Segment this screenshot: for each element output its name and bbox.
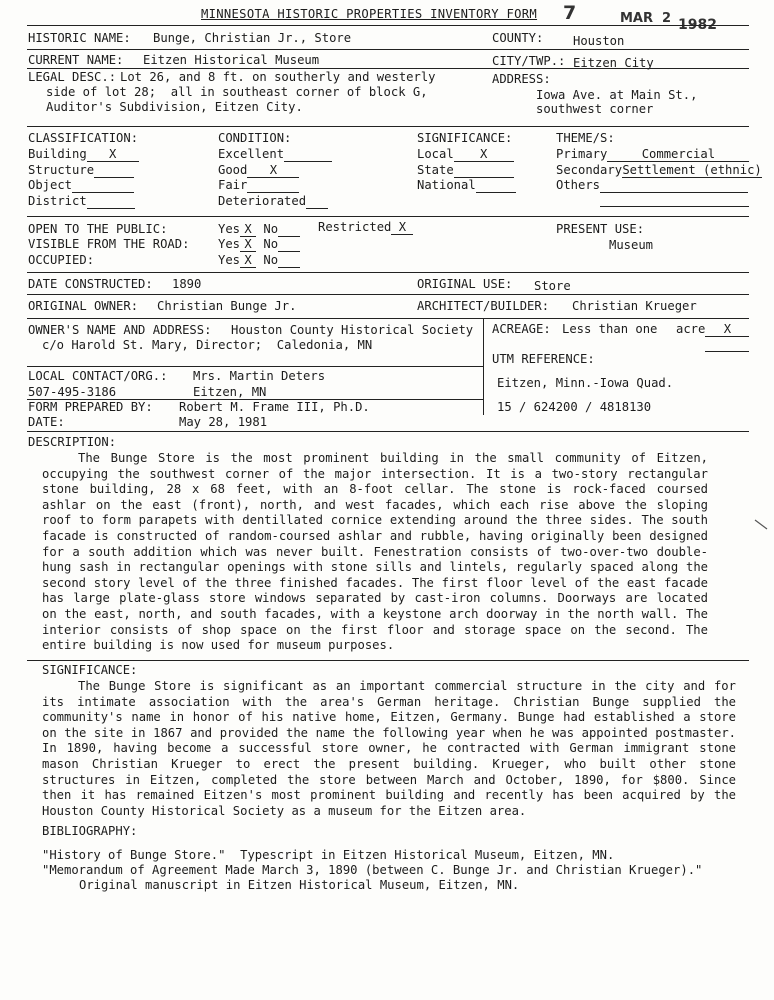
classification-building: Building X	[28, 147, 139, 162]
present-use-label: PRESENT USE:	[556, 222, 645, 236]
occupied-answer: Yes X No	[218, 253, 300, 268]
bibliography-entry-2-cont: Original manuscript in Eitzen Historical Museum, Eitzen, MN.	[79, 878, 520, 892]
stamp-number: 7	[563, 2, 577, 24]
theme-others: Others	[556, 178, 748, 193]
significance-text: The Bunge Store is significant as an important commercial structure in the city and for its intimate association with the area's German heritage. Christian Bunge supplied the community's name in honor of his native home, Eitzen, Germany. Bunge had established a store on the site in 1867 and provided the name the following year when he was appointed postmaster. In 1890, having become a successful store owner, he contracted with German immigrant stone mason Christian Krueger to erect the present building. Krueger, who built other stone structures in Eitzen, completed the store between March and October, 1890, for $800. Since then it has remained Eitzen's most prominent building and recently has been acquired by the Houston County Historical Society as a museum for the Eitzen area.	[42, 679, 736, 818]
city-value: Eitzen City	[573, 56, 654, 70]
acreage-label: ACREAGE:	[492, 322, 551, 336]
condition-good: Good X	[218, 163, 299, 178]
description-label: DESCRIPTION:	[28, 435, 117, 449]
county-value: Houston	[573, 34, 625, 48]
legal-desc-label: LEGAL DESC.:	[28, 70, 117, 84]
divider	[27, 294, 749, 295]
utm-coords: 15 / 624200 / 4818130	[497, 400, 652, 414]
architect-value: Christian Krueger	[572, 299, 697, 313]
divider	[27, 126, 749, 127]
divider	[27, 366, 484, 367]
condition-deteriorated: Deteriorated	[218, 194, 328, 209]
prepared-by-label: FORM PREPARED BY:	[28, 400, 153, 414]
significance-label: SIGNIFICANCE:	[42, 663, 138, 677]
classification-label: CLASSIFICATION:	[28, 131, 139, 145]
current-name: Eitzen Historical Museum	[143, 53, 320, 67]
open-public-answer: Yes X No	[218, 222, 300, 237]
significance-level-label: SIGNIFICANCE:	[417, 131, 513, 145]
prepared-by-value: Robert M. Frame III, Ph.D.	[179, 400, 370, 414]
description-text: The Bunge Store is the most prominent building in the small community of Eitzen, occupying the southwest corner of the major intersection. It is a two-story rectangular stone building, 28 x 68 feet, with an 8-foot cellar. The stone is rock-faced coursed ashlar on the east (front), north, and west facades, which each rise above the sloping roof to form parapets with dentillated cornice extending around the three sides. The south facade is constructed of random-coursed ashlar and rubble, having originally been designed for a south addition which was never built. Fenestration consists of two-over-two double-hung sash in rectangular openings with stone sills and lintels, regularly spaced along the second story level of the three finished facades. The first floor level of the east facade has large plate-glass store windows separated by cast-iron columns. Doorways are located on the east, north, and south facades, with a keystone arch doorway in the north wall. The interior consists of shop space on the first floor and storage space on the second. The entire building is now used for museum purposes.	[42, 451, 708, 653]
bibliography-label: BIBLIOGRAPHY:	[42, 824, 138, 838]
divider	[27, 25, 749, 26]
theme-secondary: SecondarySettlement (ethnic)	[556, 163, 762, 177]
bibliography-entry-1: "History of Bunge Store." Typescript in Eitzen Historical Museum, Eitzen, MN.	[42, 848, 615, 862]
original-use-value: Store	[534, 279, 571, 293]
historic-name: Bunge, Christian Jr., Store	[153, 31, 352, 45]
owner-address-line2: c/o Harold St. Mary, Director; Caledonia, MN	[42, 338, 373, 352]
divider	[27, 660, 749, 661]
original-owner-label: ORIGINAL OWNER:	[28, 299, 139, 313]
utm-label: UTM REFERENCE:	[492, 352, 595, 366]
stamp-day: 2	[662, 11, 672, 26]
significance-local: Local X	[417, 147, 514, 162]
classification-district: District	[28, 194, 135, 209]
bibliography-entry-2: "Memorandum of Agreement Made March 3, 1890 (between C. Bunge Jr. and Christian Krueger)."	[42, 863, 703, 877]
city-label: CITY/TWP.:	[492, 54, 566, 68]
open-public-label: OPEN TO THE PUBLIC:	[28, 222, 168, 236]
county-label: COUNTY:	[492, 31, 544, 45]
acreage-value: Less than one	[562, 322, 658, 336]
condition-label: CONDITION:	[218, 131, 292, 145]
divider	[27, 318, 749, 319]
condition-excellent: Excellent	[218, 147, 332, 162]
legal-desc-line3: Auditor's Subdivision, Eitzen City.	[46, 100, 303, 114]
address-line2: southwest corner	[536, 102, 654, 116]
divider	[27, 216, 749, 217]
divider	[27, 68, 749, 69]
date-constructed-value: 1890	[172, 277, 202, 291]
owner-address-line1: Houston County Historical Society	[231, 323, 474, 337]
divider	[27, 49, 749, 50]
historic-name-label: HISTORIC NAME:	[28, 31, 131, 45]
date-value: May 28, 1981	[179, 415, 268, 429]
local-contact-label: LOCAL CONTACT/ORG.:	[28, 369, 168, 383]
address-label: ADDRESS:	[492, 72, 551, 86]
stamp-year: 1982	[678, 17, 717, 33]
legal-desc-line2: side of lot 28; all in southeast corner of block G,	[46, 85, 428, 99]
stamp-month: MAR	[620, 11, 654, 26]
form-title: MINNESOTA HISTORIC PROPERTIES INVENTORY FORM	[201, 7, 538, 21]
original-owner-value: Christian Bunge Jr.	[157, 299, 297, 313]
address-line1: Iowa Ave. at Main St.,	[536, 88, 698, 102]
significance-national: National	[417, 178, 516, 193]
divider	[27, 272, 749, 273]
visible-road-label: VISIBLE FROM THE ROAD:	[28, 237, 190, 251]
themes-label: THEME/S:	[556, 131, 615, 145]
pen-mark-icon	[753, 517, 771, 533]
date-constructed-label: DATE CONSTRUCTED:	[28, 277, 153, 291]
local-contact-place: Eitzen, MN	[193, 385, 267, 399]
significance-state: State	[417, 163, 514, 178]
owner-address-label: OWNER'S NAME AND ADDRESS:	[28, 323, 212, 337]
divider	[27, 431, 749, 432]
margin-mark	[738, 503, 771, 536]
vertical-divider	[483, 319, 484, 415]
classification-object: Object	[28, 178, 134, 193]
utm-quad: Eitzen, Minn.-Iowa Quad.	[497, 376, 674, 390]
local-contact-phone: 507-495-3186	[28, 385, 117, 399]
classification-structure: Structure	[28, 163, 134, 178]
condition-fair: Fair	[218, 178, 299, 193]
acreage-unit: acre X	[676, 322, 749, 337]
current-name-label: CURRENT NAME:	[28, 53, 124, 67]
occupied-label: OCCUPIED:	[28, 253, 95, 267]
date-label: DATE:	[28, 415, 65, 429]
local-contact-name: Mrs. Martin Deters	[193, 369, 326, 383]
restricted-answer: Restricted X	[318, 220, 413, 235]
theme-blank-line	[600, 206, 749, 207]
present-use-value: Museum	[609, 238, 654, 252]
theme-primary: Primary Commercial	[556, 147, 749, 162]
original-use-label: ORIGINAL USE:	[417, 277, 513, 291]
architect-label: ARCHITECT/BUILDER:	[417, 299, 550, 313]
acreage-blank-line	[705, 351, 749, 352]
visible-road-answer: Yes X No	[218, 237, 300, 252]
legal-desc-line1: Lot 26, and 8 ft. on southerly and westerly	[120, 70, 436, 84]
